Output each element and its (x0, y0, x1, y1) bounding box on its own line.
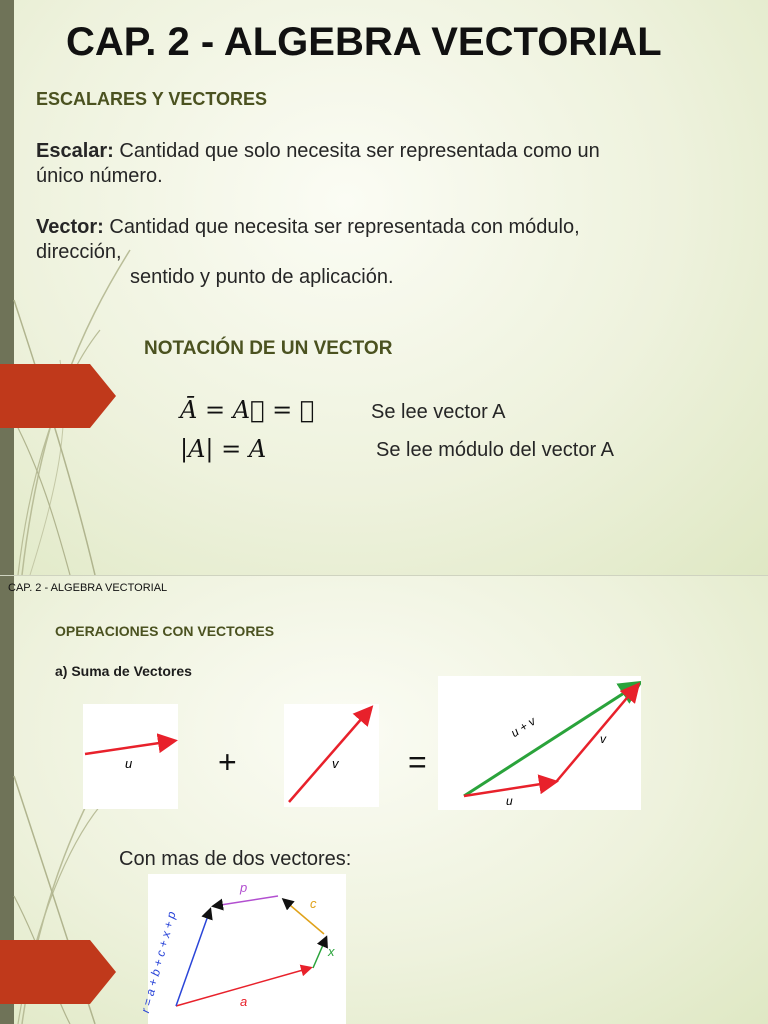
scalar-text-line-1: Cantidad que solo necesita ser representada como un (113, 140, 600, 162)
scalar-text-line-2: único número. (36, 165, 163, 187)
vector-text-line-3: sentido y punto de aplicación. (130, 266, 394, 288)
scalar-definition (36, 139, 600, 189)
notation-reading-2: Se lee módulo del vector A (376, 439, 614, 461)
red-accent-tab (0, 364, 116, 428)
plus-sign: + (218, 744, 237, 780)
label-sum-v: v (600, 732, 606, 746)
vector-u-panel (83, 704, 178, 809)
vector-text-line-2: dirección, (36, 241, 122, 263)
label-sum-u: u (506, 794, 513, 808)
label-a: a (240, 994, 248, 1009)
red-accent-tab (0, 940, 116, 1004)
vector-v-panel (284, 704, 379, 807)
notation-formula-2: |A| = A (180, 435, 267, 463)
notation-reading-1: Se lee vector A (371, 401, 506, 423)
sub-heading: a) Suma de Vectores (55, 663, 192, 679)
vector-text-line-1: Cantidad que necesita ser representada con módulo, (103, 216, 580, 238)
multi-vector-caption: Con mas de dos vectores: (119, 848, 352, 870)
label-p: p (240, 880, 248, 895)
scalar-term: Escalar: (36, 140, 114, 162)
label-u: u (125, 756, 133, 771)
label-u-plus-v: u + v (508, 713, 539, 741)
label-c: c (310, 896, 317, 911)
notation-formula-1: Ā = A⃗ = 𝑨 (180, 396, 315, 424)
slide-2 (0, 576, 768, 1024)
notation-heading: NOTACIÓN DE UN VECTOR (144, 338, 393, 359)
vector-term: Vector: (36, 216, 104, 238)
multi-vector-panel (138, 874, 346, 1024)
section-heading: OPERACIONES CON VECTORES (55, 623, 275, 639)
label-v: v (332, 756, 339, 771)
equals-sign: = (408, 744, 427, 780)
slide-small-title: CAP. 2 - ALGEBRA VECTORIAL (8, 582, 168, 594)
label-x: x (328, 944, 335, 959)
vector-sum-panel (438, 676, 641, 810)
vector-definition (36, 215, 580, 290)
section-heading: ESCALARES Y VECTORES (36, 89, 268, 109)
page-title: CAP. 2 - ALGEBRA VECTORIAL (66, 20, 662, 64)
label-resultant: r = a + b + c + x + p (138, 909, 179, 1015)
